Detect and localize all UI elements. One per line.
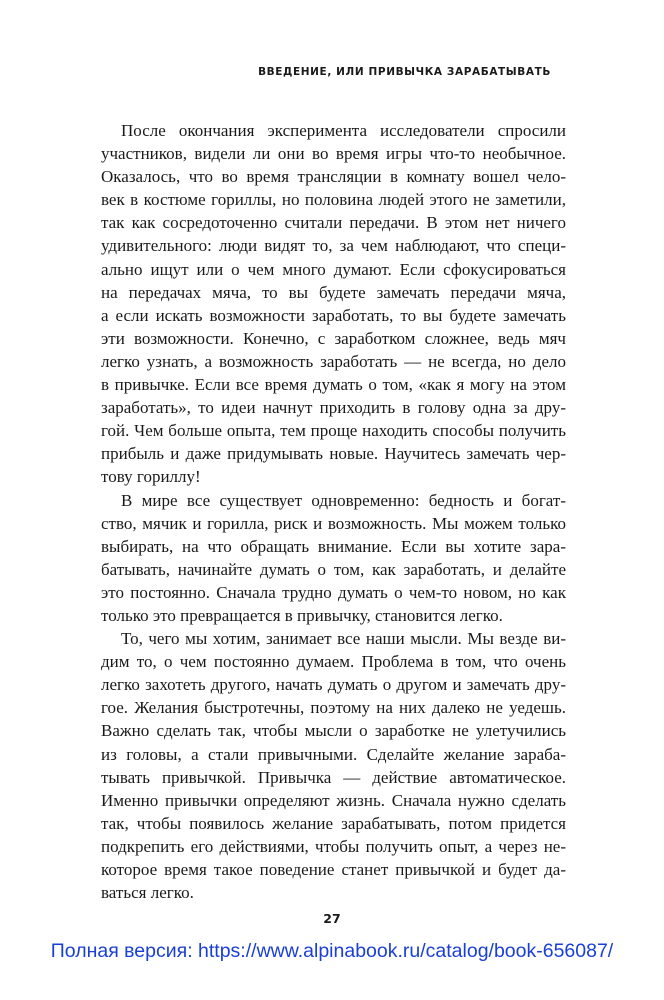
text-line: легко узнать, а возможность заработать — не всегда, но дело <box>101 351 566 371</box>
text-line: гое. Желания быстротечны, поэтому на них далеко не уедешь. <box>101 698 566 718</box>
text-line: В мире все существует одновременно: бедность и богат- <box>121 490 566 510</box>
text-line: То, чего мы хотим, занимает все наши мысли. Мы везде ви- <box>121 629 566 649</box>
full-version-link[interactable]: Полная версия: https://www.alpinabook.ru/catalog/book-656087/ <box>50 940 614 962</box>
text-line: участников, видели ли они во время игры что-то необычное. <box>101 144 566 164</box>
text-line: Важно сделать так, чтобы мысли о заработке не улетучились <box>101 721 566 741</box>
text-line: так, чтобы появилось желание зарабатывать, потом придется <box>101 813 566 833</box>
running-title: ВВЕДЕНИЕ, ИЛИ ПРИВЫЧКА ЗАРАБАТЫВАТЬ <box>258 66 551 78</box>
text-line: ство, мячик и горилла, риск и возможность. Мы можем только <box>101 513 566 533</box>
text-line: Оказалось, что во время трансляции в комнату вошел чело- <box>101 167 566 187</box>
text-line: выбирать, на что обращать внимание. Если вы хотите зара- <box>101 536 566 556</box>
paragraph-3 <box>101 627 566 904</box>
text-line: прибыль и даже придумывать новые. Научитесь замечать чер- <box>101 444 566 464</box>
text-line: легко захотеть другого, начать думать о другом и замечать дру- <box>101 675 566 695</box>
text-line: батывать, начинайте думать о том, как заработать, и делайте <box>101 559 566 579</box>
text-line: ально ищут или о чем много думают. Если сфокусироваться <box>101 259 566 279</box>
text-line: заработать», то идеи начнут приходить в голову одна за дру- <box>101 398 566 418</box>
text-line: подкрепить его действиями, чтобы получить опыт, а через не- <box>101 836 566 856</box>
text-line: так как сосредоточенно считали передачи. В этом нет ничего <box>101 213 566 233</box>
text-line: только это превращается в привычку, становится легко. <box>101 605 503 625</box>
text-line: После окончания эксперимента исследователи спросили <box>121 121 566 140</box>
page-number: 27 <box>323 911 341 926</box>
text-line: век в костюме гориллы, но половина людей этого не заметили, <box>101 190 566 210</box>
text-line: это постоянно. Сначала трудно думать о чем-то новом, но как <box>101 582 566 602</box>
text-line: в привычке. Если все время думать о том, «как я могу на этом <box>101 375 566 395</box>
text-line: дим то, о чем постоянно думаем. Проблема в том, что очень <box>101 652 566 672</box>
text-line: которое время такое поведение станет привычкой и будет да- <box>101 860 566 879</box>
paragraph-2 <box>101 489 566 628</box>
text-line: гой. Чем больше опыта, тем проще находить способы получить <box>101 421 566 441</box>
text-line: а если искать возможности заработать, то вы будете замечать <box>101 305 566 325</box>
text-line: Именно привычки определяют жизнь. Сначала нужно сделать <box>101 790 566 810</box>
text-line: тывать привычкой. Привычка — действие автоматическое. <box>101 767 566 787</box>
text-line: на передачах мяча, то вы будете замечать передачи мяча, <box>101 282 566 302</box>
paragraph-1 <box>101 119 566 489</box>
text-line: эти возможности. Конечно, с заработком сложнее, ведь мяч <box>101 328 566 348</box>
text-line: удивительного: люди видят то, за чем наблюдают, что специ- <box>101 236 566 256</box>
text-line: тову гориллу! <box>101 467 201 487</box>
text-line: ваться легко. <box>101 883 194 903</box>
text-line: из головы, а стали привычными. Сделайте желание зараба- <box>101 744 566 764</box>
body-text <box>101 119 566 904</box>
